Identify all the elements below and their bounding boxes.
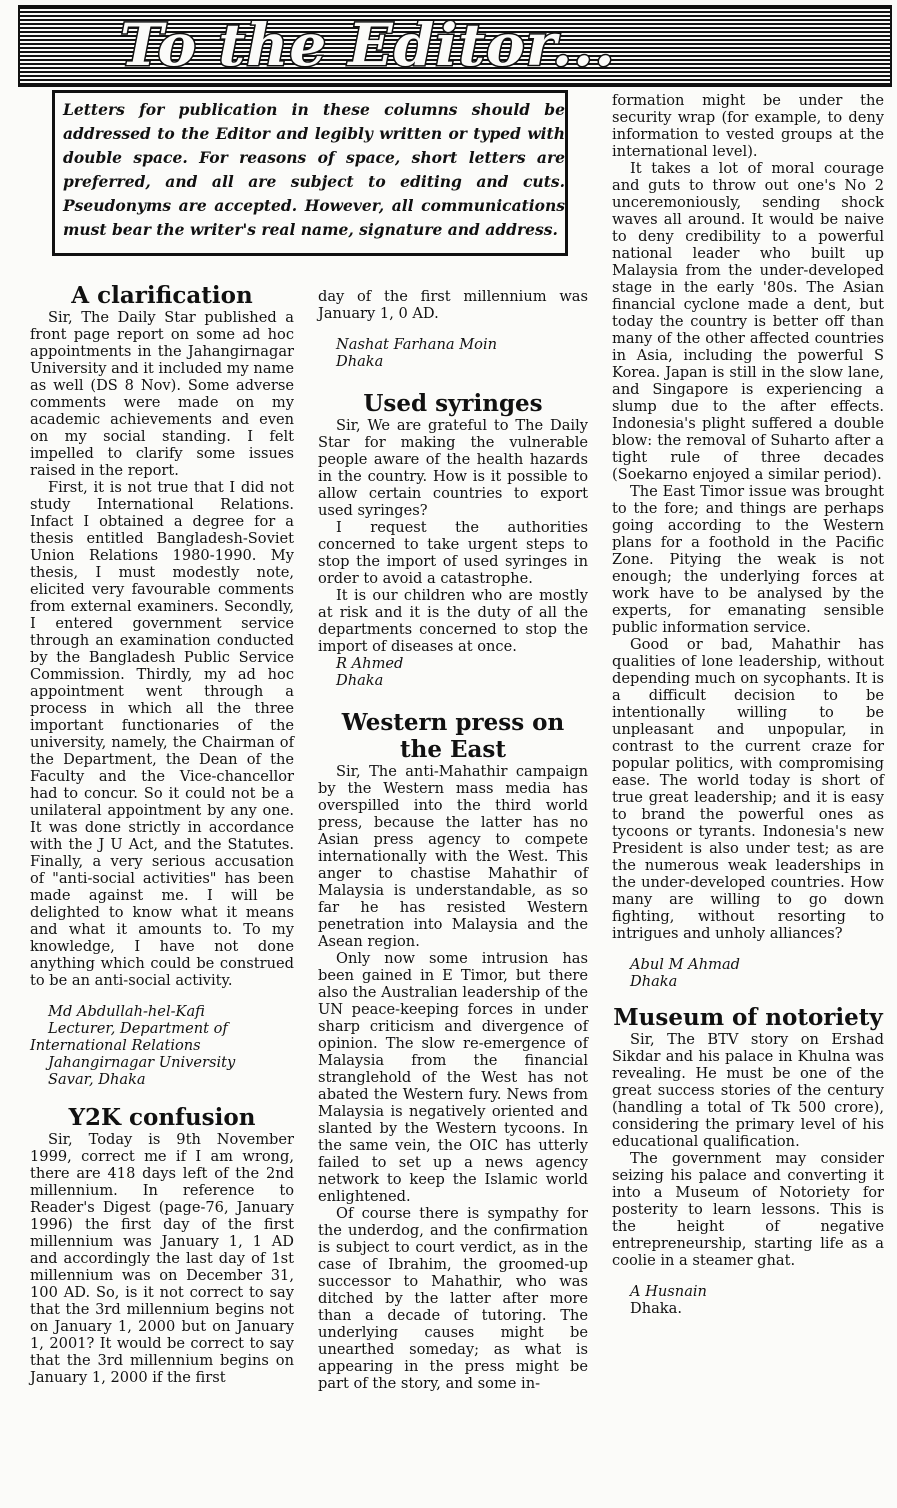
western-press-paragraph-continued: formation might be under the security wrap (for example, to deny information to vested groups at the international level). <box>612 92 884 160</box>
western-press-paragraph: Only now some intrusion has been gained in E Timor, but there also the Australian leadership of the UN peace-keeping forces in under sharp criticism and divergence of opinion. The slow re-emergence of Malaysia from the financial stranglehold of the West has not abated the Western fury. News from Malaysia is negatively oriented and slanted by the Western tycoons. In the same vein, the OIC has utterly failed to set up a news agency network to keep the Islamic world enlightened. <box>318 950 588 1205</box>
syringes-paragraph: I request the authorities concerned to take urgent steps to stop the import of used syringes in order to avoid a catastrophe. <box>318 519 588 587</box>
column-1 <box>30 282 294 1386</box>
column-3 <box>612 92 884 1317</box>
western-press-paragraph: It takes a lot of moral courage and guts to throw out one's No 2 unceremoniously, sending shock waves all around. It would be naive to deny credibility to a powerful national leader who built up Malaysia from the under-developed stage in the early '80s. The Asian financial cyclone made a dent, but today the country is better off than many of the other affected countries in Asia, including the powerful S Korea. Japan is still in the slow lane, and Singapore is experiencing a slump due to the after effects. Indonesia's plight suffered a double blow: the removal of Suharto after a tight rule of three decades (Soekarno enjoyed a similar period). <box>612 160 884 483</box>
y2k-paragraph-continued: day of the first millennium was January 1, 0 AD. <box>318 288 588 322</box>
western-press-paragraph: The East Timor issue was brought to the fore; and things are perhaps going according to the Western plans for a foothold in the Pacific Zone. Pitying the weak is not enough; the underlying forces at work have to be analysed by the experts, for emanating sensible public information service. <box>612 483 884 636</box>
museum-paragraph: The government may consider seizing his palace and converting it into a Museum of Notoriety for posterity to learn lessons. This is the height of negative entrepreneurship, starting life as a coolie in a steamer ghat. <box>612 1150 884 1269</box>
clarification-signature-university: Jahangirnagar University <box>48 1054 236 1071</box>
editorial-banner <box>18 5 892 87</box>
western-press-paragraph: Good or bad, Mahathir has qualities of lone leadership, without depending much on sycophants. It is a difficult decision to be intentionally willing to be unpleasant and unpopular, in contrast to the current craze for popular politics, with compromising ease. The world today is short of true great leadership; and it is easy to brand the powerful ones as tycoons or tyrants. Indonesia's new President is also under test; as are the numerous weak leaderships in the under-developed countries. How many are willing to go down fighting, without resorting to intrigues and unholy alliances? <box>612 636 884 942</box>
museum-signature-place: Dhaka. <box>630 1300 682 1317</box>
syringes-paragraph: Sir, We are grateful to The Daily Star for making the vulnerable people aware of the health hazards in the country. How is it possible to allow certain countries to export used syringes? <box>318 417 588 519</box>
clarification-signature-place: Savar, Dhaka <box>48 1071 146 1088</box>
submission-notice: Letters for publication in these columns should be addressed to the Editor and legibly written or typed with double space. For reasons of space, short letters are preferred, and all are subject to editing and cuts. Pseudonyms are accepted. However, all communications must bear the writer's real name, signature and address. <box>52 90 568 256</box>
syringes-signature-name: R Ahmed <box>336 655 404 672</box>
y2k-paragraph: Sir, Today is 9th November 1999, correct me if I am wrong, there are 418 days left of the 2nd millennium. In reference to Reader's Digest (page-76, January 1996) the first day of the first millennium was January 1, 1 AD and accordingly the last day of 1st millennium was on December 31, 100 AD. So, is it not correct to say that the 3rd millennium begins not on January 1, 2000 but on January 1, 2001? It would be correct to say that the 3rd millennium begins on January 1, 2000 if the first <box>30 1131 294 1386</box>
museum-headline: Museum of notoriety <box>613 1004 883 1031</box>
museum-paragraph: Sir, The BTV story on Ershad Sikdar and his palace in Khulna was revealing. He must be one of the great success stories of the century (handling a total of Tk 500 crore), considering the primary level of his educational qualification. <box>612 1031 884 1150</box>
clarification-signature-name: Md Abdullah-hel-Kafi <box>48 1003 205 1020</box>
syringes-signature-place: Dhaka <box>336 672 384 689</box>
clarification-paragraph: Sir, The Daily Star published a front page report on some ad hoc appointments in the Jahangirnagar University and it included my name as well (DS 8 Nov). Some adverse comments were made on my academic achievements and even on my social standing. I felt impelled to clarify some issues raised in the report. <box>30 309 294 479</box>
western-press-paragraph: Of course there is sympathy for the underdog, and the confirmation is subject to court verdict, as in the case of Ibrahim, the groomed-up successor to Mahathir, who was ditched by the latter after more than a decade of tutoring. The underlying causes might be unearthed someday; as what is appearing in the press might be part of the story, and some in- <box>318 1205 588 1392</box>
western-press-signature-place: Dhaka <box>630 973 678 990</box>
syringes-paragraph: It is our children who are mostly at risk and it is the duty of all the departments concerned to stop the import of diseases at once. <box>318 587 588 655</box>
clarification-paragraph: First, it is not true that I did not study International Relations. Infact I obtained a degree for a thesis entitled Bangladesh-Soviet Union Relations 1980-1990. My thesis, I must modestly note, elicited very favourable comments from external examiners. Secondly, I entered government service through an examination conducted by the Bangladesh Public Service Commission. Thirdly, my ad hoc appointment went through a process in which all the three important functionaries of the university, namely, the Chairman of the Department, the Dean of the Faculty and the Vice-chancellor had to concur. So it could not be a unilateral appointment by any one. It was done strictly in accordance with the J U Act, and the Statutes. Finally, a very serious accusation of "anti-social activities" has been made against me. I will be delighted to know what it means and what it amounts to. To my knowledge, I have not done anything which could be construed to be an anti-social activity. <box>30 479 294 989</box>
clarification-headline: A clarification <box>71 282 253 309</box>
western-press-headline: Western press on the East <box>341 709 565 763</box>
banner-title: To the Editor... <box>120 11 616 79</box>
museum-signature-name: A Husnain <box>630 1283 707 1300</box>
y2k-signature-name: Nashat Farhana Moin <box>336 336 498 353</box>
clarification-signature-title: Lecturer, Department of International Relations <box>30 1020 228 1054</box>
western-press-signature-name: Abul M Ahmad <box>630 956 740 973</box>
y2k-headline: Y2K confusion <box>68 1104 256 1131</box>
column-2 <box>318 288 588 1392</box>
syringes-headline: Used syringes <box>363 390 543 417</box>
y2k-signature-place: Dhaka <box>336 353 384 370</box>
western-press-paragraph: Sir, The anti-Mahathir campaign by the Western mass media has overspilled into the third world press, because the latter has no Asian press agency to compete internationally with the West. This anger to chastise Mahathir of Malaysia is understandable, as so far he has resisted Western penetration into Malaysia and the Asean region. <box>318 763 588 950</box>
